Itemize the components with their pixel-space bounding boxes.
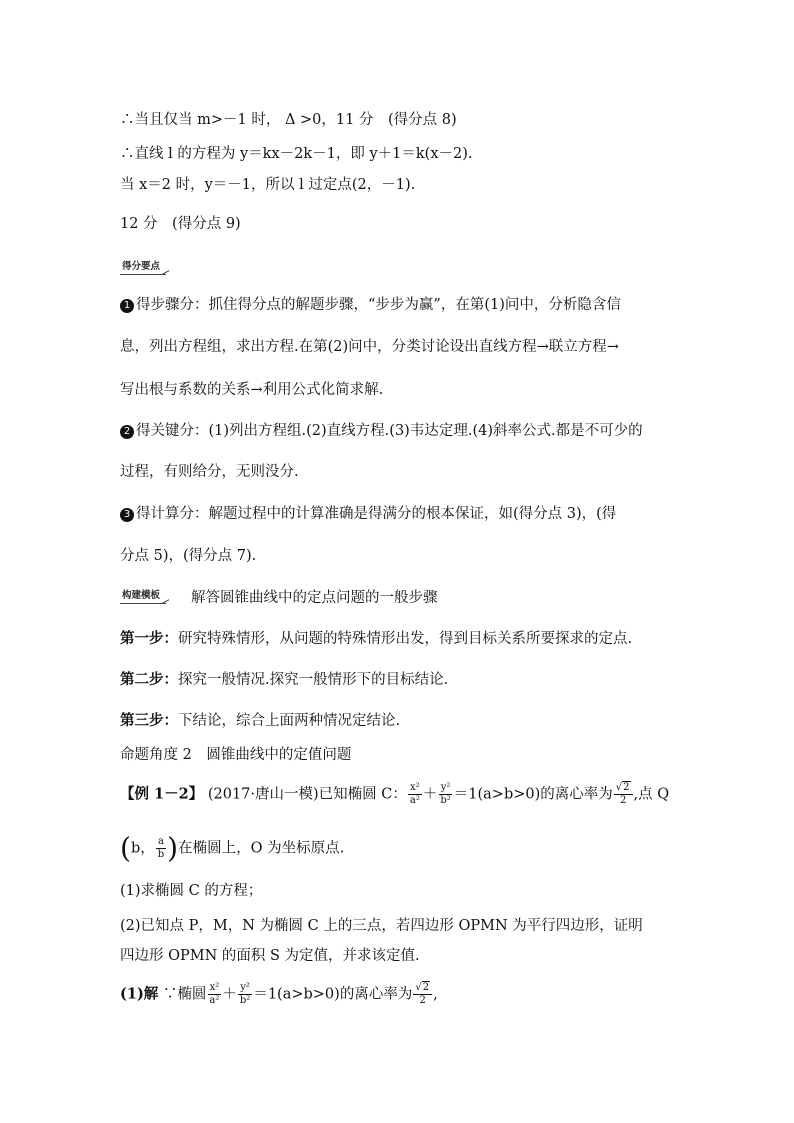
step-1-text: 研究特殊情形，从问题的特殊情形出发，得到目标关系所要探求的定点. bbox=[178, 631, 633, 647]
point-2-text: 得关键分：(1)列出方程组.(2)直线方程.(3)韦达定理.(4)斜率公式.都是不可少的 bbox=[136, 423, 643, 439]
text-line-4: 12 分 (得分点 9) bbox=[120, 216, 241, 232]
circled-number-1: 1 bbox=[120, 299, 134, 313]
text-line-1: ∴当且仅当 m>－1 时， Δ >0，11 分 (得分点 8) bbox=[120, 112, 457, 128]
step-2-label: 第二步： bbox=[120, 671, 178, 688]
solution-label: (1)解 bbox=[120, 985, 159, 1003]
point-1-line-c: 写出根与系数的关系→利用公式化简求解. bbox=[120, 382, 384, 398]
tag-label: 得分要点 bbox=[122, 261, 161, 272]
fraction-x2-a2 bbox=[207, 982, 221, 1007]
frac-den: 2 bbox=[619, 795, 627, 806]
step-3-text: 下结论，综合上面两种情况定结论. bbox=[178, 713, 401, 729]
section-title: 命题角度 2 圆锥曲线中的定值问题 bbox=[120, 747, 352, 763]
point-q-b: b， bbox=[130, 840, 155, 857]
frac-num: x² bbox=[410, 782, 420, 793]
point-3-line-a bbox=[120, 504, 616, 524]
tag-label: 构建模板 bbox=[122, 590, 161, 601]
point-q-text: ,点 Q bbox=[633, 786, 670, 803]
frac-num: a bbox=[157, 836, 164, 847]
step-1 bbox=[120, 629, 632, 649]
example-label: 【例 1－2】 bbox=[120, 785, 204, 803]
solution-text: ∵椭圆 bbox=[162, 986, 207, 1003]
frac-den: b² bbox=[239, 995, 251, 1006]
question-1: (1)求椭圆 C 的方程； bbox=[120, 883, 263, 899]
on-ellipse-text: 在椭圆上，O 为坐标原点. bbox=[178, 840, 345, 857]
point-1-text: 得步骤分：抓住得分点的解题步骤，“步步为赢”，在第(1)问中，分析隐含信 bbox=[136, 297, 621, 313]
frac-num: y² bbox=[440, 782, 451, 793]
solution-end: , bbox=[433, 986, 438, 1003]
point-3-text: 得计算分：解题过程中的计算准确是得满分的根本保证，如(得分点 3)，(得 bbox=[136, 506, 617, 522]
right-paren: ) bbox=[167, 831, 179, 865]
text-line-2: ∴直线 l 的方程为 y＝kx－2k－1，即 y＋1＝k(x－2). bbox=[120, 146, 473, 162]
example-source: (2017·唐山一模)已知椭圆 C： bbox=[207, 786, 407, 803]
fraction-x2-a2 bbox=[408, 782, 422, 807]
fraction-y2-b2 bbox=[238, 982, 252, 1007]
frac-num: √2 bbox=[614, 782, 633, 795]
question-2-line-a: (2)已知点 P，M，N 为椭圆 C 上的三点，若四边形 OPMN 为平行四边形，证明 bbox=[120, 918, 643, 934]
point-2-line-b: 过程，有则给分，无则没分. bbox=[120, 464, 299, 480]
left-paren: ( bbox=[120, 831, 131, 865]
sqrt-radicand: 2 bbox=[422, 982, 430, 993]
example-condition: ＝1(a>b>0)的离心率为 bbox=[453, 786, 613, 803]
text-line-3: 当 x＝2 时，y＝－1，所以 l 过定点(2，－1). bbox=[120, 177, 416, 193]
example-line-1: 【例 1－2】 (2017·唐山一模)已知椭圆 C： $\frac{\text{x²}}{\text{a²}}$ ＋ $\frac{\text{y²}}{\text{b²}}$ ＝1(a>b>0)的离心率为 $\frac{√2}{2}$ ,点 Q bbox=[120, 782, 670, 806]
circled-number-2: 2 bbox=[120, 425, 134, 439]
template-heading: 解答圆锥曲线中的定点问题的一般步骤 bbox=[191, 590, 438, 606]
step-3-label: 第三步： bbox=[120, 712, 178, 729]
step-3 bbox=[120, 711, 400, 731]
fraction-sqrt2-over-2 bbox=[413, 982, 432, 1007]
frac-den: b² bbox=[440, 795, 451, 806]
step-1-label: 第一步： bbox=[120, 630, 178, 647]
frac-den: 2 bbox=[419, 995, 426, 1006]
question-2-line-b: 四边形 OPMN 的面积 S 为定值，并求该定值. bbox=[120, 948, 420, 964]
point-1-line-a bbox=[120, 295, 621, 315]
frac-num: y² bbox=[240, 982, 250, 993]
tag-scoring-points bbox=[122, 258, 160, 272]
fraction-a-over-b bbox=[156, 836, 166, 861]
step-2-text: 探究一般情况.探究一般情形下的目标结论. bbox=[178, 672, 449, 688]
example-line-2 bbox=[120, 831, 345, 865]
solution-condition: ＝1(a>b>0)的离心率为 bbox=[253, 986, 413, 1003]
frac-num: x² bbox=[209, 982, 220, 993]
frac-den: a² bbox=[409, 795, 420, 806]
point-2-line-a bbox=[120, 421, 643, 441]
point-3-line-b: 分点 5)，(得分点 7). bbox=[120, 548, 257, 564]
circled-number-3: 3 bbox=[120, 508, 134, 522]
tag-build-template bbox=[122, 587, 160, 601]
frac-den: a² bbox=[209, 995, 220, 1006]
sqrt-radicand: 2 bbox=[623, 782, 630, 793]
frac-den: b bbox=[157, 849, 165, 860]
step-2 bbox=[120, 670, 448, 690]
fraction-sqrt2-over-2 bbox=[614, 782, 633, 807]
solution-line: (1)解 ∵椭圆 $\frac{\text{x²}}{\text{a²}}$ ＋ $\frac{\text{y²}}{\text{b²}}$ ＝1(a>b>0)的离心率为 $\frac{√2}{2}$ , bbox=[120, 982, 438, 1006]
point-1-line-b: 息，列出方程组，求出方程.在第(2)问中，分类讨论设出直线方程→联立方程→ bbox=[120, 339, 619, 355]
fraction-y2-b2 bbox=[438, 782, 452, 807]
frac-num: √2 bbox=[413, 982, 432, 995]
